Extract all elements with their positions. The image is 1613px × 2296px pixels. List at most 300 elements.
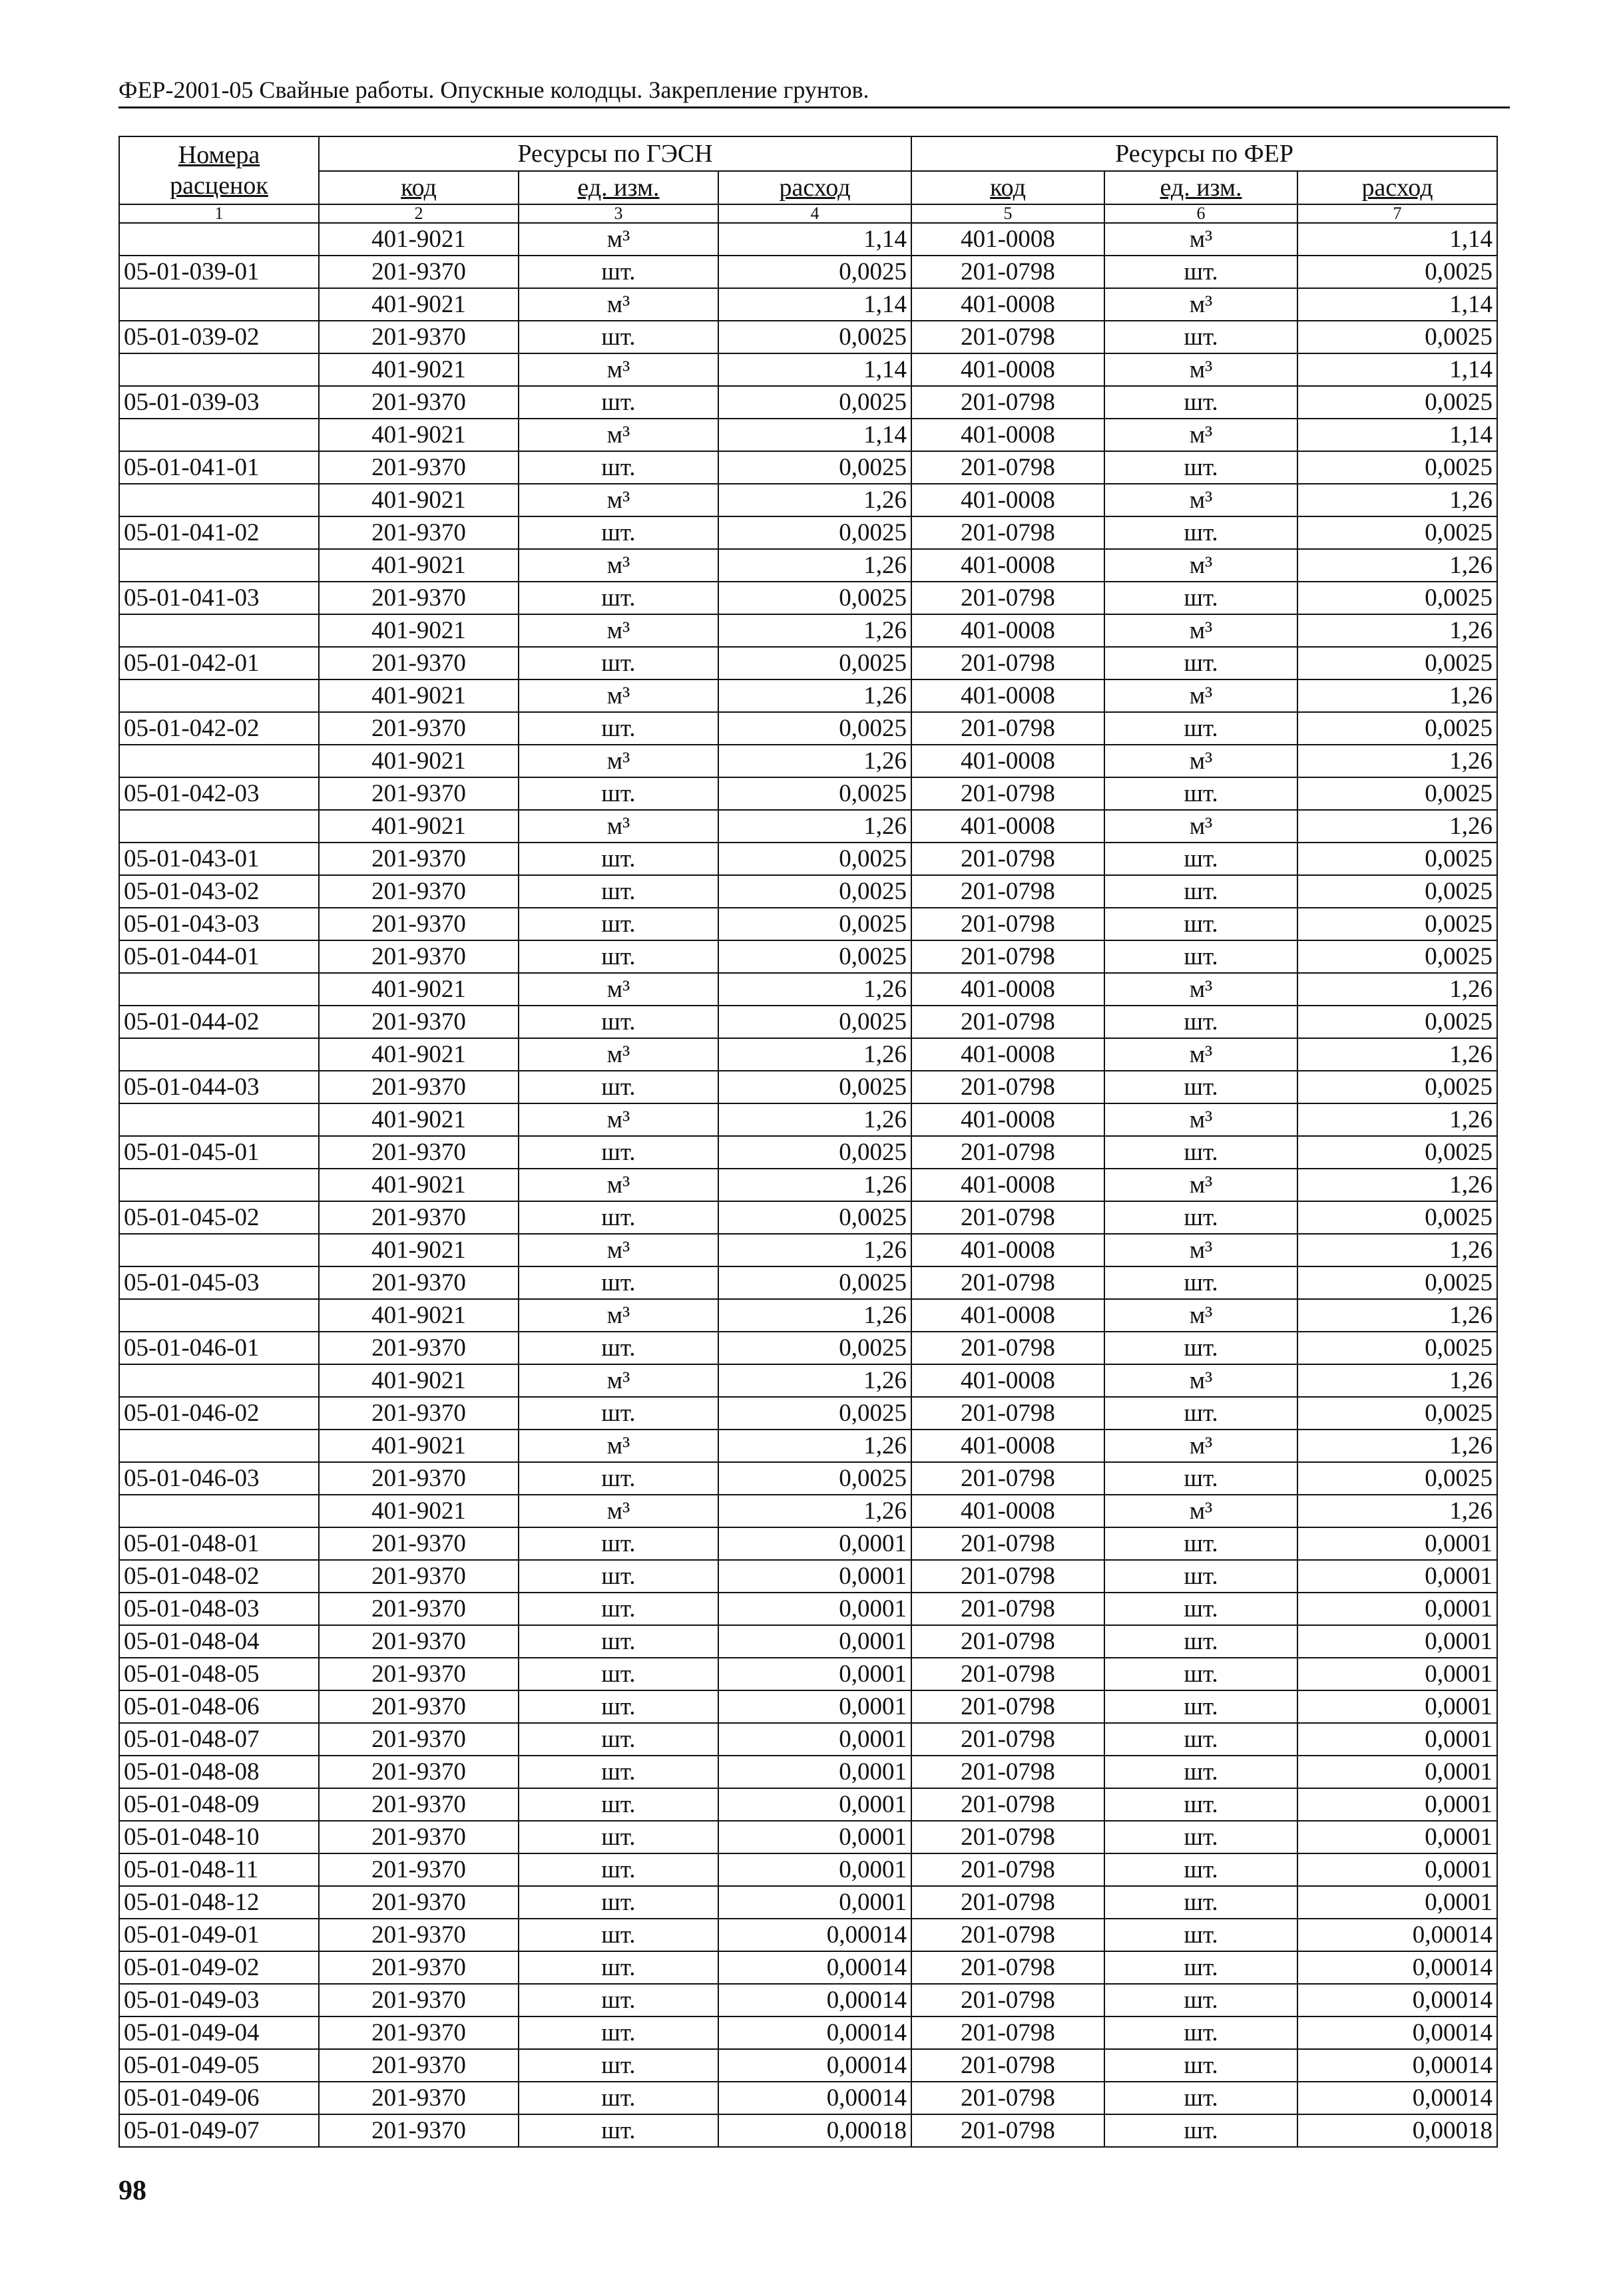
- gesn-code-cell: 201-9370: [319, 908, 519, 940]
- gesn-qty-cell: 1,14: [718, 223, 911, 256]
- fer-unit-cell: шт.: [1104, 1853, 1297, 1886]
- gesn-unit-cell: м³: [519, 1364, 718, 1397]
- gesn-qty-cell: 0,0001: [718, 1788, 911, 1821]
- gesn-qty-cell: 0,0025: [718, 256, 911, 288]
- fer-qty-cell: 0,0001: [1297, 1690, 1497, 1723]
- gesn-code-cell: 201-9370: [319, 1821, 519, 1853]
- table-row: [119, 1136, 1497, 1169]
- rate-number-cell: [119, 549, 319, 582]
- fer-unit-cell: шт.: [1104, 1788, 1297, 1821]
- table-row: [119, 875, 1497, 908]
- fer-qty-cell: 0,0025: [1297, 712, 1497, 745]
- fer-qty-cell: 0,0001: [1297, 1853, 1497, 1886]
- rate-number-cell: 05-01-046-03: [119, 1462, 319, 1495]
- fer-code-cell: 201-0798: [911, 1136, 1104, 1169]
- rate-number-cell: [119, 1103, 319, 1136]
- rate-number-cell: 05-01-043-01: [119, 843, 319, 875]
- rate-number-cell: [119, 614, 319, 647]
- fer-qty-cell: 0,0025: [1297, 777, 1497, 810]
- gesn-unit-cell: шт.: [519, 1984, 718, 2016]
- gesn-unit-cell: шт.: [519, 1527, 718, 1560]
- gesn-unit-cell: м³: [519, 1103, 718, 1136]
- column-index: 4: [718, 204, 911, 223]
- rate-number-cell: 05-01-044-01: [119, 940, 319, 973]
- fer-code-cell: 201-0798: [911, 777, 1104, 810]
- fer-code-cell: 401-0008: [911, 745, 1104, 777]
- rate-number-cell: 05-01-041-01: [119, 451, 319, 484]
- gesn-unit-cell: шт.: [519, 1560, 718, 1593]
- gesn-unit-cell: м³: [519, 353, 718, 386]
- rate-number-cell: 05-01-043-03: [119, 908, 319, 940]
- gesn-qty-cell: 1,26: [718, 484, 911, 516]
- gesn-code-cell: 201-9370: [319, 1462, 519, 1495]
- gesn-unit-cell: м³: [519, 679, 718, 712]
- fer-code-cell: 401-0008: [911, 1299, 1104, 1332]
- fer-unit-cell: шт.: [1104, 1951, 1297, 1984]
- table-row: [119, 679, 1497, 712]
- gesn-qty-cell: 0,0001: [718, 1821, 911, 1853]
- fer-qty-cell: 1,26: [1297, 1495, 1497, 1527]
- gesn-qty-cell: 1,26: [718, 1234, 911, 1266]
- fer-code-cell: 201-0798: [911, 908, 1104, 940]
- fer-qty-cell: 0,00018: [1297, 2114, 1497, 2147]
- table-row: [119, 1299, 1497, 1332]
- gesn-qty-cell: 0,0001: [718, 1658, 911, 1690]
- fer-unit-cell: шт.: [1104, 1658, 1297, 1690]
- fer-code-cell: 201-0798: [911, 386, 1104, 419]
- fer-code-cell: 201-0798: [911, 256, 1104, 288]
- gesn-unit-cell: шт.: [519, 1462, 718, 1495]
- gesn-unit-cell: шт.: [519, 386, 718, 419]
- rate-number-cell: [119, 745, 319, 777]
- fer-unit-cell: шт.: [1104, 2049, 1297, 2082]
- fer-code-cell: 401-0008: [911, 223, 1104, 256]
- gesn-code-cell: 401-9021: [319, 484, 519, 516]
- gesn-unit-cell: шт.: [519, 2082, 718, 2114]
- gesn-code-cell: 401-9021: [319, 1430, 519, 1462]
- fer-unit-cell: м³: [1104, 1364, 1297, 1397]
- gesn-code-cell: 201-9370: [319, 321, 519, 353]
- fer-unit-cell: шт.: [1104, 2082, 1297, 2114]
- fer-code-cell: 401-0008: [911, 419, 1104, 451]
- fer-code-cell: 201-0798: [911, 2082, 1104, 2114]
- fer-code-cell: 401-0008: [911, 1038, 1104, 1071]
- gesn-code-cell: 201-9370: [319, 1397, 519, 1430]
- fer-unit-cell: шт.: [1104, 1919, 1297, 1951]
- rate-number-cell: [119, 973, 319, 1006]
- column-header-number: [119, 136, 319, 204]
- fer-qty-cell: 0,0025: [1297, 1006, 1497, 1038]
- gesn-unit-cell: м³: [519, 484, 718, 516]
- gesn-qty-cell: 1,26: [718, 1364, 911, 1397]
- fer-unit-cell: шт.: [1104, 1984, 1297, 2016]
- gesn-code-cell: 201-9370: [319, 1723, 519, 1756]
- fer-qty-cell: 0,0025: [1297, 1136, 1497, 1169]
- table-row: [119, 1984, 1497, 2016]
- rate-number-cell: [119, 484, 319, 516]
- gesn-unit-cell: шт.: [519, 321, 718, 353]
- page-number: 98: [118, 2176, 146, 2206]
- gesn-unit-cell: шт.: [519, 516, 718, 549]
- fer-code-cell: 201-0798: [911, 1984, 1104, 2016]
- fer-code-cell: 401-0008: [911, 679, 1104, 712]
- fer-unit-cell: м³: [1104, 353, 1297, 386]
- fer-unit-cell: м³: [1104, 1234, 1297, 1266]
- fer-unit-cell: шт.: [1104, 1690, 1297, 1723]
- table-row: [119, 549, 1497, 582]
- gesn-qty-cell: 0,0001: [718, 1593, 911, 1625]
- fer-unit-cell: шт.: [1104, 777, 1297, 810]
- gesn-unit-cell: шт.: [519, 582, 718, 614]
- gesn-qty-cell: 0,00018: [718, 2114, 911, 2147]
- fer-unit-cell: шт.: [1104, 875, 1297, 908]
- gesn-qty-cell: 0,0025: [718, 1266, 911, 1299]
- gesn-qty-cell: 0,0001: [718, 1625, 911, 1658]
- gesn-code-cell: 201-9370: [319, 256, 519, 288]
- rate-number-cell: [119, 419, 319, 451]
- fer-code-cell: 401-0008: [911, 810, 1104, 843]
- table-row: [119, 1788, 1497, 1821]
- gesn-code-cell: 201-9370: [319, 1886, 519, 1919]
- table-row: [119, 1462, 1497, 1495]
- table-row: [119, 908, 1497, 940]
- rate-number-cell: 05-01-042-01: [119, 647, 319, 679]
- fer-code-cell: 401-0008: [911, 288, 1104, 321]
- gesn-qty-cell: 0,0025: [718, 1006, 911, 1038]
- fer-qty-cell: 0,00014: [1297, 2049, 1497, 2082]
- fer-unit-cell: шт.: [1104, 1593, 1297, 1625]
- fer-code-cell: 201-0798: [911, 1919, 1104, 1951]
- gesn-code-cell: 201-9370: [319, 1984, 519, 2016]
- gesn-qty-cell: 1,14: [718, 419, 911, 451]
- gesn-qty-cell: 0,0025: [718, 843, 911, 875]
- gesn-qty-cell: 0,0025: [718, 1201, 911, 1234]
- rate-number-cell: 05-01-049-06: [119, 2082, 319, 2114]
- gesn-unit-cell: шт.: [519, 2114, 718, 2147]
- gesn-code-cell: 401-9021: [319, 1364, 519, 1397]
- gesn-unit-cell: шт.: [519, 1071, 718, 1103]
- fer-code-cell: 201-0798: [911, 1201, 1104, 1234]
- rate-number-cell: [119, 1495, 319, 1527]
- gesn-qty-cell: 1,26: [718, 1169, 911, 1201]
- rate-number-cell: 05-01-041-02: [119, 516, 319, 549]
- table-row: [119, 2016, 1497, 2049]
- table-row: [119, 1430, 1497, 1462]
- gesn-unit-cell: м³: [519, 973, 718, 1006]
- fer-qty-cell: 1,26: [1297, 484, 1497, 516]
- fer-qty-cell: 0,00014: [1297, 1984, 1497, 2016]
- rate-number-cell: 05-01-048-12: [119, 1886, 319, 1919]
- gesn-qty-cell: 0,0025: [718, 1332, 911, 1364]
- fer-code-cell: 201-0798: [911, 647, 1104, 679]
- column-index: 7: [1297, 204, 1497, 223]
- fer-code-cell: 201-0798: [911, 712, 1104, 745]
- gesn-code-cell: 201-9370: [319, 516, 519, 549]
- fer-code-cell: 201-0798: [911, 516, 1104, 549]
- fer-code-cell: 201-0798: [911, 1658, 1104, 1690]
- fer-qty-cell: 0,0025: [1297, 256, 1497, 288]
- fer-unit-cell: шт.: [1104, 2016, 1297, 2049]
- fer-qty-cell: 1,26: [1297, 745, 1497, 777]
- table-row: [119, 419, 1497, 451]
- fer-code-cell: 201-0798: [911, 1332, 1104, 1364]
- gesn-code-cell: 201-9370: [319, 1690, 519, 1723]
- rate-number-cell: 05-01-048-11: [119, 1853, 319, 1886]
- gesn-unit-cell: шт.: [519, 1266, 718, 1299]
- fer-qty-cell: 0,0025: [1297, 516, 1497, 549]
- fer-code-cell: 201-0798: [911, 1625, 1104, 1658]
- gesn-unit-cell: шт.: [519, 875, 718, 908]
- table-row: [119, 1071, 1497, 1103]
- table-row: [119, 516, 1497, 549]
- fer-qty-cell: 0,0025: [1297, 1397, 1497, 1430]
- fer-code-cell: 401-0008: [911, 549, 1104, 582]
- rate-number-cell: [119, 1169, 319, 1201]
- gesn-unit-cell: м³: [519, 223, 718, 256]
- fer-qty-cell: 0,0001: [1297, 1560, 1497, 1593]
- fer-qty-cell: 0,0025: [1297, 386, 1497, 419]
- gesn-code-cell: 201-9370: [319, 940, 519, 973]
- fer-unit-cell: м³: [1104, 745, 1297, 777]
- gesn-qty-cell: 0,0025: [718, 908, 911, 940]
- column-index: 1: [119, 204, 319, 223]
- fer-code-cell: 201-0798: [911, 1690, 1104, 1723]
- gesn-unit-cell: шт.: [519, 1006, 718, 1038]
- fer-unit-cell: м³: [1104, 614, 1297, 647]
- fer-code-cell: 401-0008: [911, 1103, 1104, 1136]
- gesn-code-cell: 201-9370: [319, 386, 519, 419]
- fer-unit-cell: шт.: [1104, 712, 1297, 745]
- gesn-code-cell: 201-9370: [319, 647, 519, 679]
- gesn-unit-cell: шт.: [519, 1136, 718, 1169]
- column-index: 6: [1104, 204, 1297, 223]
- fer-unit-cell: шт.: [1104, 1756, 1297, 1788]
- fer-qty-cell: 1,26: [1297, 1103, 1497, 1136]
- gesn-code-cell: 201-9370: [319, 1919, 519, 1951]
- rate-number-cell: 05-01-048-04: [119, 1625, 319, 1658]
- gesn-code-cell: 201-9370: [319, 1853, 519, 1886]
- fer-code-cell: 201-0798: [911, 1756, 1104, 1788]
- fer-qty-cell: 0,0025: [1297, 647, 1497, 679]
- gesn-qty-cell: 0,0025: [718, 777, 911, 810]
- gesn-qty-cell: 0,0001: [718, 1527, 911, 1560]
- subheader-fer-qty: расход: [1297, 171, 1497, 204]
- table-row: [119, 1201, 1497, 1234]
- table-row: [119, 386, 1497, 419]
- gesn-qty-cell: 0,0001: [718, 1756, 911, 1788]
- fer-unit-cell: м³: [1104, 679, 1297, 712]
- fer-qty-cell: 0,0025: [1297, 451, 1497, 484]
- fer-code-cell: 201-0798: [911, 1397, 1104, 1430]
- rate-number-cell: 05-01-044-02: [119, 1006, 319, 1038]
- fer-unit-cell: шт.: [1104, 1560, 1297, 1593]
- fer-qty-cell: 1,26: [1297, 549, 1497, 582]
- fer-qty-cell: 0,0025: [1297, 908, 1497, 940]
- gesn-unit-cell: шт.: [519, 843, 718, 875]
- fer-unit-cell: шт.: [1104, 1821, 1297, 1853]
- gesn-code-cell: 201-9370: [319, 1788, 519, 1821]
- fer-qty-cell: 0,00014: [1297, 1951, 1497, 1984]
- fer-qty-cell: 0,0001: [1297, 1593, 1497, 1625]
- fer-code-cell: 201-0798: [911, 1951, 1104, 1984]
- fer-unit-cell: шт.: [1104, 940, 1297, 973]
- column-index: 5: [911, 204, 1104, 223]
- gesn-code-cell: 201-9370: [319, 2082, 519, 2114]
- gesn-qty-cell: 1,14: [718, 288, 911, 321]
- fer-code-cell: 201-0798: [911, 1821, 1104, 1853]
- gesn-code-cell: 201-9370: [319, 1951, 519, 1984]
- table-row: [119, 1103, 1497, 1136]
- gesn-qty-cell: 0,0001: [718, 1723, 911, 1756]
- rate-number-cell: 05-01-045-01: [119, 1136, 319, 1169]
- fer-code-cell: 201-0798: [911, 843, 1104, 875]
- table-row: [119, 484, 1497, 516]
- table-row: [119, 1495, 1497, 1527]
- gesn-qty-cell: 1,26: [718, 1430, 911, 1462]
- gesn-qty-cell: 0,00014: [718, 2016, 911, 2049]
- gesn-qty-cell: 0,00014: [718, 1951, 911, 1984]
- fer-unit-cell: шт.: [1104, 582, 1297, 614]
- gesn-qty-cell: 0,0025: [718, 451, 911, 484]
- rate-number-cell: 05-01-048-07: [119, 1723, 319, 1756]
- table-row: [119, 1332, 1497, 1364]
- gesn-unit-cell: шт.: [519, 1853, 718, 1886]
- rate-number-cell: 05-01-043-02: [119, 875, 319, 908]
- rate-number-cell: [119, 1364, 319, 1397]
- gesn-code-cell: 401-9021: [319, 549, 519, 582]
- gesn-code-cell: 201-9370: [319, 582, 519, 614]
- rate-number-cell: 05-01-048-08: [119, 1756, 319, 1788]
- fer-qty-cell: 0,0001: [1297, 1723, 1497, 1756]
- subheader-gesn-code: код: [319, 171, 519, 204]
- fer-qty-cell: 0,0025: [1297, 843, 1497, 875]
- gesn-qty-cell: 0,00014: [718, 1984, 911, 2016]
- table-row: [119, 2049, 1497, 2082]
- gesn-code-cell: 201-9370: [319, 1593, 519, 1625]
- fer-code-cell: 201-0798: [911, 1560, 1104, 1593]
- table-row: [119, 647, 1497, 679]
- table-row: [119, 1919, 1497, 1951]
- fer-qty-cell: 0,0025: [1297, 1462, 1497, 1495]
- fer-code-cell: 201-0798: [911, 1723, 1104, 1756]
- table-row: [119, 451, 1497, 484]
- rate-number-cell: [119, 1299, 319, 1332]
- fer-unit-cell: шт.: [1104, 1266, 1297, 1299]
- table-row: [119, 321, 1497, 353]
- gesn-code-cell: 201-9370: [319, 1071, 519, 1103]
- fer-qty-cell: 0,0001: [1297, 1658, 1497, 1690]
- table-row: [119, 777, 1497, 810]
- gesn-code-cell: 201-9370: [319, 2114, 519, 2147]
- table-row: [119, 973, 1497, 1006]
- fer-code-cell: 401-0008: [911, 1234, 1104, 1266]
- fer-qty-cell: 1,14: [1297, 288, 1497, 321]
- fer-qty-cell: 0,00014: [1297, 2082, 1497, 2114]
- table-row: [119, 1886, 1497, 1919]
- fer-unit-cell: шт.: [1104, 1625, 1297, 1658]
- gesn-code-cell: 201-9370: [319, 875, 519, 908]
- rate-number-cell: 05-01-044-03: [119, 1071, 319, 1103]
- gesn-qty-cell: 1,26: [718, 1038, 911, 1071]
- rate-number-cell: 05-01-049-01: [119, 1919, 319, 1951]
- gesn-unit-cell: шт.: [519, 1756, 718, 1788]
- fer-unit-cell: шт.: [1104, 908, 1297, 940]
- gesn-unit-cell: шт.: [519, 1593, 718, 1625]
- gesn-unit-cell: шт.: [519, 647, 718, 679]
- gesn-qty-cell: 1,26: [718, 973, 911, 1006]
- column-index: 2: [319, 204, 519, 223]
- gesn-qty-cell: 0,0025: [718, 386, 911, 419]
- gesn-qty-cell: 0,0001: [718, 1690, 911, 1723]
- rate-number-cell: 05-01-045-03: [119, 1266, 319, 1299]
- group-header-gesn: Ресурсы по ГЭСН: [319, 136, 911, 171]
- fer-code-cell: 401-0008: [911, 1430, 1104, 1462]
- table-row: [119, 1756, 1497, 1788]
- fer-code-cell: 201-0798: [911, 875, 1104, 908]
- table-row: [119, 223, 1497, 256]
- fer-unit-cell: м³: [1104, 1299, 1297, 1332]
- column-header-number-label: Номера расценок: [170, 141, 268, 200]
- gesn-unit-cell: шт.: [519, 2049, 718, 2082]
- fer-code-cell: 201-0798: [911, 582, 1104, 614]
- fer-qty-cell: 1,26: [1297, 679, 1497, 712]
- gesn-code-cell: 401-9021: [319, 973, 519, 1006]
- gesn-qty-cell: 0,0025: [718, 321, 911, 353]
- gesn-unit-cell: шт.: [519, 451, 718, 484]
- gesn-code-cell: 201-9370: [319, 1560, 519, 1593]
- gesn-qty-cell: 1,26: [718, 614, 911, 647]
- gesn-code-cell: 201-9370: [319, 712, 519, 745]
- fer-code-cell: 201-0798: [911, 1593, 1104, 1625]
- fer-unit-cell: м³: [1104, 419, 1297, 451]
- fer-unit-cell: шт.: [1104, 2114, 1297, 2147]
- gesn-code-cell: 401-9021: [319, 1299, 519, 1332]
- gesn-code-cell: 401-9021: [319, 419, 519, 451]
- table-row: [119, 1690, 1497, 1723]
- fer-unit-cell: шт.: [1104, 1527, 1297, 1560]
- gesn-qty-cell: 0,0001: [718, 1853, 911, 1886]
- fer-unit-cell: шт.: [1104, 256, 1297, 288]
- rate-number-cell: [119, 1234, 319, 1266]
- gesn-code-cell: 401-9021: [319, 679, 519, 712]
- fer-code-cell: 201-0798: [911, 321, 1104, 353]
- gesn-qty-cell: 1,26: [718, 679, 911, 712]
- rate-number-cell: [119, 679, 319, 712]
- fer-qty-cell: 1,26: [1297, 614, 1497, 647]
- fer-unit-cell: м³: [1104, 288, 1297, 321]
- fer-code-cell: 401-0008: [911, 1169, 1104, 1201]
- fer-qty-cell: 1,14: [1297, 419, 1497, 451]
- gesn-unit-cell: шт.: [519, 777, 718, 810]
- rate-number-cell: 05-01-049-07: [119, 2114, 319, 2147]
- gesn-qty-cell: 1,14: [718, 353, 911, 386]
- rate-number-cell: 05-01-048-01: [119, 1527, 319, 1560]
- fer-unit-cell: м³: [1104, 549, 1297, 582]
- fer-unit-cell: м³: [1104, 1430, 1297, 1462]
- fer-qty-cell: 0,0001: [1297, 1625, 1497, 1658]
- rate-number-cell: 05-01-049-02: [119, 1951, 319, 1984]
- fer-unit-cell: м³: [1104, 1038, 1297, 1071]
- rate-number-cell: [119, 353, 319, 386]
- gesn-qty-cell: 1,26: [718, 810, 911, 843]
- gesn-code-cell: 401-9021: [319, 614, 519, 647]
- fer-unit-cell: м³: [1104, 810, 1297, 843]
- fer-qty-cell: 1,26: [1297, 1038, 1497, 1071]
- gesn-code-cell: 401-9021: [319, 810, 519, 843]
- fer-qty-cell: 0,0025: [1297, 1266, 1497, 1299]
- table-row: [119, 1527, 1497, 1560]
- gesn-qty-cell: 0,00014: [718, 1919, 911, 1951]
